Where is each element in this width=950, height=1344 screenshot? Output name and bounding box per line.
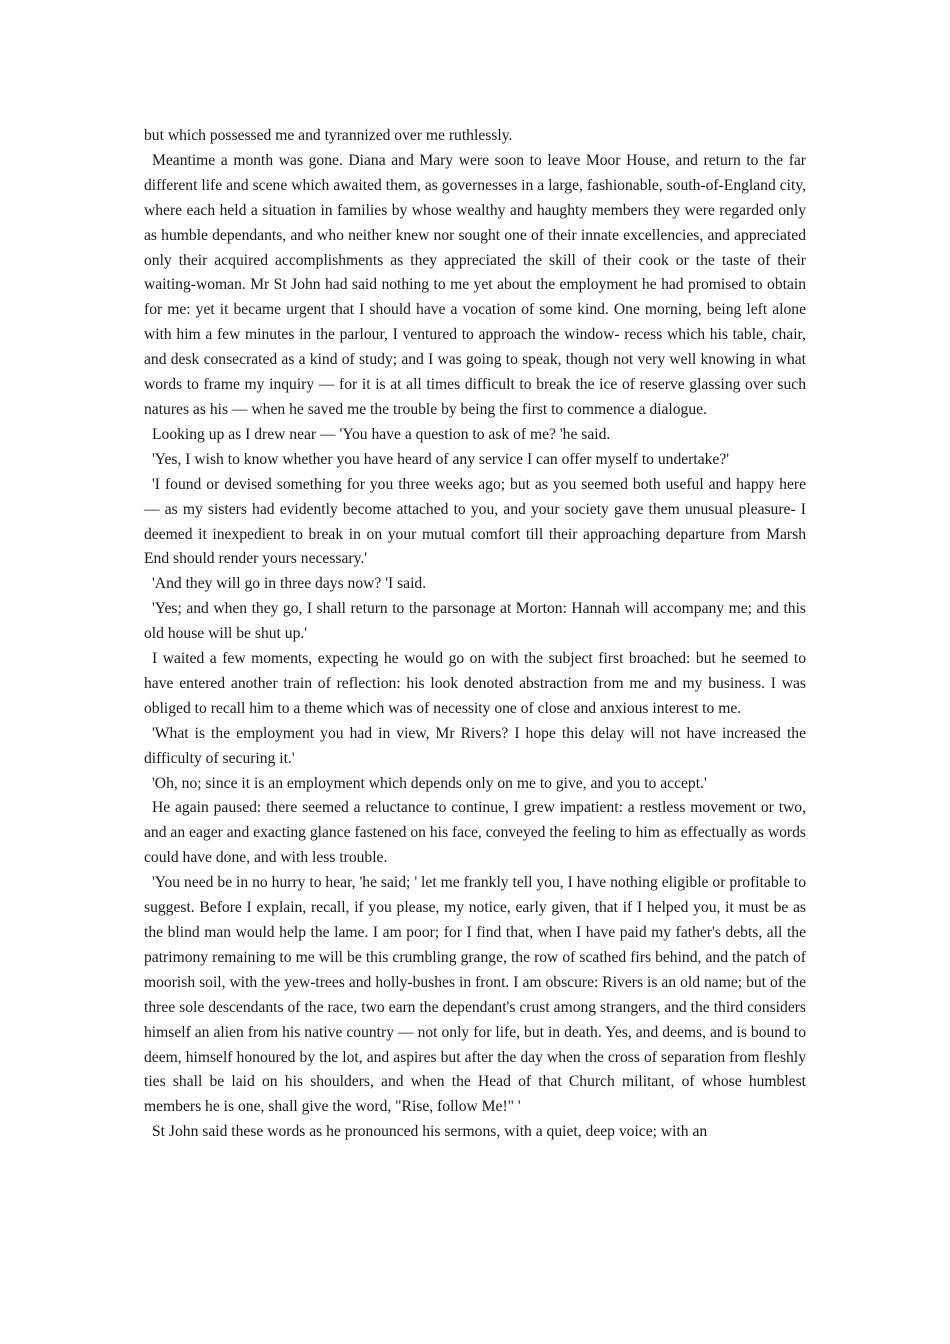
paragraph-three-days: 'And they will go in three days now? 'I said. — [152, 575, 427, 593]
paragraph-service-question: 'Yes, I wish to know whether you have heard of any service I can offer myself to undertake?' — [152, 450, 730, 468]
paragraph-looking-up: Looking up as I drew near — 'You have a question to ask of me? 'he said. — [152, 425, 611, 443]
paragraph-st-john-said: St John said these words as he pronounced his sermons, with a quiet, deep voice; with an — [152, 1123, 708, 1141]
document-page — [144, 124, 806, 1145]
paragraph-employment-question: 'What is the employment you had in view, Mr Rivers? I hope this delay will not have increased the difficulty of securing it.' — [144, 724, 806, 767]
paragraph-found-something: 'I found or devised something for you three weeks ago; but as you seemed both useful and happy here — as my sisters had evidently become attached to you, and your society gave them unusual pleasure- I deemed it inexpedient to break in on your mutual comfort till their approaching departure from Marsh End should render yours necessary.' — [144, 475, 806, 568]
paragraph-oh-no: 'Oh, no; since it is an employment which depends only on me to give, and you to accept.' — [152, 774, 707, 792]
paragraph-moor-house-departure: Meantime a month was gone. Diana and Mary were soon to leave Moor House, and return to the far different life and scene which awaited them, as governesses in a large, fashionable, south-of-England city, where each held a situation in families by whose wealthy and haughty members they were regarded only as humble dependants, and who neither knew nor sought one of their innate excellencies, and appreciated only their acquired accomplishments as they appreciated the skill of their cook or the taste of their waiting-woman. Mr St John had said nothing to me yet about the employment he had promised to obtain for me: yet it became urgent that I should have a vocation of some kind. One morning, being left alone with him a few minutes in the parlour, I ventured to approach the window- recess which his table, chair, and desk consecrated as a kind of study; and I was going to speak, though not very well knowing in what words to frame my inquiry — for it is at all times difficult to break the ice of reserve glassing over such natures as his — when he saved me the trouble by being the first to commence a dialogue. — [144, 151, 806, 418]
paragraph-waited-moments: I waited a few moments, expecting he would go on with the subject first broached: but he seemed to have entered another train of reflection: his look denoted abstraction from me and my business. I was obliged to recall him to a theme which was of necessity one of close and anxious interest to me. — [144, 650, 806, 717]
paragraph-return-to-morton: 'Yes; and when they go, I shall return to the parsonage at Morton: Hannah will accompany me; and this old house will be shut up.' — [144, 600, 806, 643]
paragraph-paused: He again paused: there seemed a reluctance to continue, I grew impatient: a restless movement or two, and an eager and exacting glance fastened on his face, conveyed the feeling to him as effectually as words could have done, and with less trouble. — [144, 799, 806, 867]
paragraph-no-hurry: 'You need be in no hurry to hear, 'he said; ' let me frankly tell you, I have nothing eligible or profitable to suggest. Before I explain, recall, if you please, my notice, early given, that if I helped you, it must be as the blind man would help the lame. I am poor; for I find that, when I have paid my father's debts, all the patrimony remaining to me will be this crumbling grange, the row of scathed firs behind, and the patch of moorish soil, with the yew-trees and holly-bushes in front. I am obscure: Rivers is an old name; but of the three sole descendants of the race, two earn the dependant's crust among strangers, and the third considers himself an alien from his native country — not only for life, but in death. Yes, and deems, and is bound to deem, himself honoured by the lot, and aspires but after the day when the cross of separation from fleshly ties shall be laid on his shoulders, and when the Head of that Church militant, of whose humblest members he is one, shall give the word, "Rise, follow Me!" ' — [144, 874, 806, 1116]
paragraph-continuation: but which possessed me and tyrannized over me ruthlessly. — [144, 127, 513, 144]
